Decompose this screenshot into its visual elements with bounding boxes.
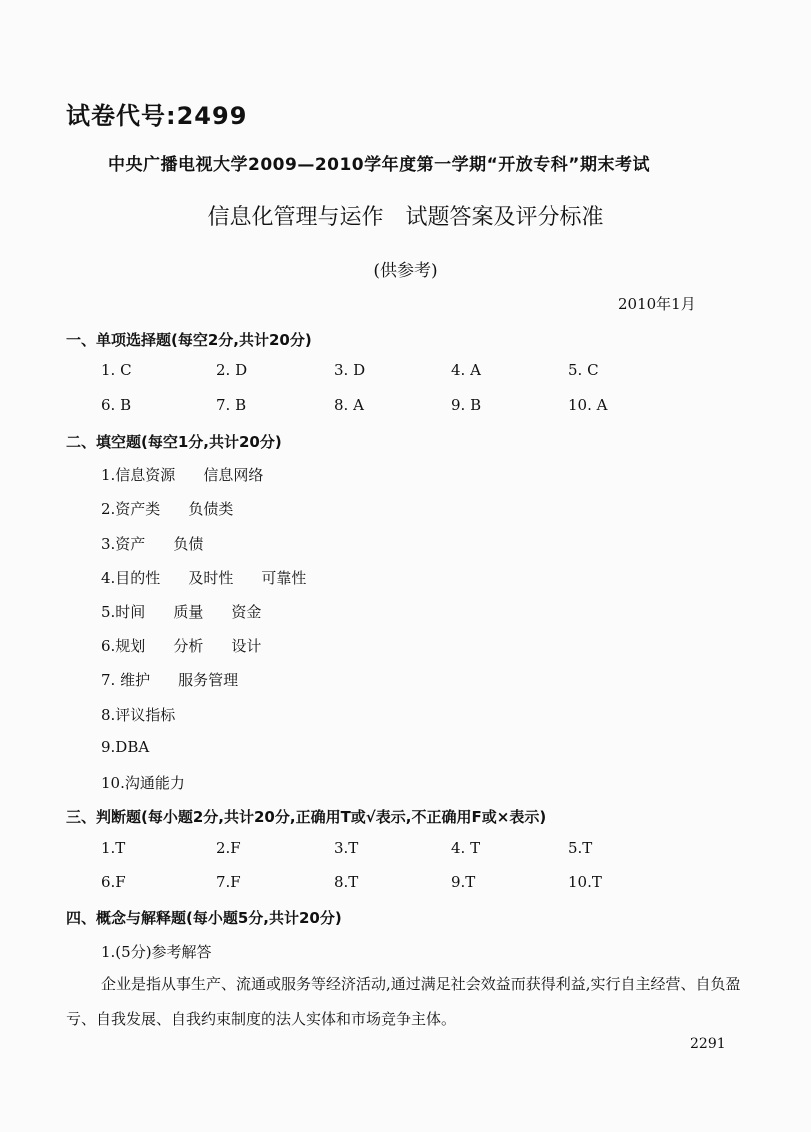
fill-item	[101, 635, 261, 656]
fill-item	[101, 464, 263, 485]
section1-heading: 一、单项选择题(每空2分,共计20分)	[66, 331, 312, 349]
judge-item: 4. T	[451, 839, 481, 857]
judge-item: 9.T	[451, 873, 476, 891]
answer-item: 9. B	[451, 396, 482, 414]
fill-answer: 1.信息资源	[101, 466, 176, 484]
fill-answer: 资金	[231, 603, 262, 621]
judge-item: 10.T	[568, 873, 602, 891]
fill-answer: 7. 维护	[101, 671, 151, 689]
exam-date: 2010年1月	[618, 295, 696, 313]
judge-item: 8.T	[334, 873, 359, 891]
fill-answer: 10.沟通能力	[101, 774, 185, 792]
judge-item: 2.F	[216, 839, 241, 857]
fill-answer: 4.目的性	[101, 569, 161, 587]
section3-heading: 三、判断题(每小题2分,共计20分,正确用T或√表示,不正确用F或×表示)	[66, 808, 547, 826]
fill-item	[101, 738, 149, 756]
answer-item: 8. A	[334, 396, 364, 414]
sub-answer-label: 1.(5分)参考解答	[101, 943, 212, 961]
answer-item: 10. A	[568, 396, 608, 414]
judge-item: 5.T	[568, 839, 593, 857]
fill-item	[101, 704, 175, 725]
fill-answer: 负债	[173, 535, 204, 553]
fill-answer: 设计	[231, 637, 262, 655]
fill-item	[101, 567, 306, 588]
fill-item	[101, 498, 233, 519]
judge-item: 6.F	[101, 873, 126, 891]
fill-item	[101, 669, 238, 690]
judge-item: 3.T	[334, 839, 359, 857]
fill-answer: 信息网络	[203, 466, 264, 484]
fill-answer: 9.DBA	[101, 738, 150, 756]
section2-heading: 二、填空题(每空1分,共计20分)	[66, 433, 282, 451]
answer-item: 4. A	[451, 361, 481, 379]
fill-answer: 负债类	[188, 500, 234, 518]
exam-title: 中央广播电视大学2009—2010学年度第一学期“开放专科”期末考试	[108, 155, 650, 175]
judge-item: 1.T	[101, 839, 126, 857]
reference-note: (供参考)	[373, 261, 438, 281]
fill-answer: 6.规划	[101, 637, 146, 655]
course-title: 信息化管理与运作 试题答案及评分标准	[207, 205, 604, 230]
fill-answer: 5.时间	[101, 603, 146, 621]
page-number: 2291	[690, 1036, 726, 1052]
fill-item	[101, 533, 203, 554]
fill-answer: 3.资产	[101, 535, 146, 553]
answer-item: 5. C	[568, 361, 599, 379]
fill-answer: 及时性	[188, 569, 234, 587]
fill-answer: 可靠性	[261, 569, 307, 587]
answer-item: 7. B	[216, 396, 247, 414]
fill-answer: 2.资产类	[101, 500, 161, 518]
answer-item: 6. B	[101, 396, 132, 414]
answer-item: 3. D	[334, 361, 366, 379]
fill-item	[101, 772, 185, 793]
fill-answer: 服务管理	[178, 671, 239, 689]
fill-answer: 8.评议指标	[101, 706, 176, 724]
fill-item	[101, 601, 261, 622]
fill-answer: 分析	[173, 637, 204, 655]
exam-code: 试卷代号:2499	[66, 102, 248, 130]
answer-item: 1. C	[101, 361, 132, 379]
definition-paragraph: 企业是指从事生产、流通或服务等经济活动,通过满足社会效益而获得利益,实行自主经营、自负盈亏、自我发展、自我约束制度的法人实体和市场竞争主体。	[66, 975, 741, 1028]
fill-answer: 质量	[173, 603, 204, 621]
section4-heading: 四、概念与解释题(每小题5分,共计20分)	[66, 909, 342, 927]
judge-item: 7.F	[216, 873, 241, 891]
answer-item: 2. D	[216, 361, 248, 379]
